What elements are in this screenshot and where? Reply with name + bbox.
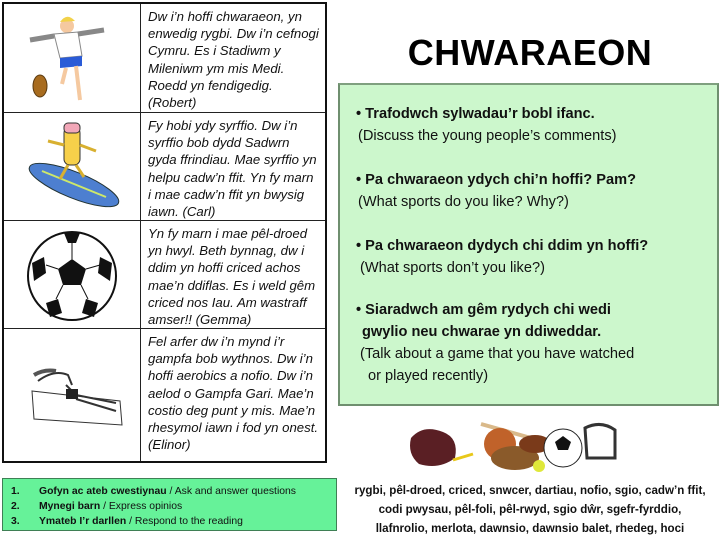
question-2 bbox=[356, 169, 636, 213]
question-3 bbox=[356, 235, 648, 279]
rugby-player-icon bbox=[4, 4, 141, 112]
question-welsh: gwylio neu chwarae yn ddiweddar. bbox=[362, 324, 602, 340]
football-icon bbox=[4, 221, 141, 328]
skill-item: 3. Ymateb I’r darllen / Respond to the reading bbox=[11, 516, 243, 527]
skill-item: 2. Mynegi barn / Express opinios bbox=[11, 501, 183, 512]
question-english: or played recently) bbox=[368, 368, 489, 384]
question-welsh: • Trafodwch sylwadau’r bobl ifanc. bbox=[356, 106, 595, 122]
surfing-pencil-icon bbox=[4, 113, 141, 220]
table-row bbox=[4, 113, 325, 221]
table-row bbox=[4, 221, 325, 329]
vocab-line: codi pwysau, pêl-foli, pêl-rwyd, sgio dŵr, sgefr-fyrddio, bbox=[378, 503, 682, 516]
question-welsh: • Pa chwaraeon ydych chi’n hoffi? Pam? bbox=[356, 172, 637, 188]
question-4 bbox=[356, 299, 634, 387]
question-welsh: • Siaradwch am gêm rydych chi wedi bbox=[356, 302, 611, 318]
question-english: (What sports do you like? Why?) bbox=[358, 194, 569, 210]
question-english: (Talk about a game that you have watched bbox=[360, 346, 635, 362]
table-row bbox=[4, 329, 325, 461]
testimonial-elinor: Fel arfer dw i’n mynd i’r gampfa bob wythnos. Dw i’n hoffi aerobics a nofio. Dw i’n aelod o Gampfa Gari. Mae’n costio deg punt y mis. Mae’n rhesymol iawn i fod yn onest. (Elinor) bbox=[148, 334, 319, 453]
question-welsh: • Pa chwaraeon dydych chi ddim yn hoffi? bbox=[356, 238, 649, 254]
question-english: (Discuss the young people’s comments) bbox=[358, 128, 617, 144]
vocab-line: llafnrolio, merlota, dawnsio, dawnsio balet, rhedeg, hoci bbox=[375, 522, 685, 535]
sports-vocabulary bbox=[340, 481, 720, 538]
vocab-line: rygbi, pêl-droed, criced, snwcer, dartiau, nofio, sgio, cadw’n ffit, bbox=[354, 484, 706, 497]
sports-equipment-image bbox=[403, 418, 618, 476]
skill-item: 1. Gofyn ac ateb cwestiynau / Ask and answer questions bbox=[11, 486, 297, 497]
question-1 bbox=[356, 103, 616, 147]
testimonial-robert: Dw i’n hoffi chwaraeon, yn enwedig rygbi. Dw i’n cefnogi Cymru. Es i Stadiwm y Mileniwm ym mis Medi. Roedd yn fendigedig. (Robert) bbox=[148, 9, 319, 111]
testimonial-carl: Fy hobi ydy syrffio. Dw i’n syrffio bob dydd Sadwrn gyda ffrindiau. Mae syrffio yn helpu cadw’n ffit. Yn fy marn i mae cadw’n ffit yn bwysig iawn. (Carl) bbox=[148, 118, 317, 220]
discussion-questions-box bbox=[338, 83, 719, 406]
skills-box bbox=[2, 478, 337, 531]
gym-exercise-icon bbox=[4, 329, 141, 461]
question-english: (What sports don’t you like?) bbox=[360, 260, 545, 276]
testimonial-gemma: Yn fy marn i mae pêl-droed yn hwyl. Beth bynnag, dw i ddim yn hoffi criced achos mae’n ddiflas. Es i weld gêm criced nos Iau. Am wastraff amser!! (Gemma) bbox=[148, 226, 316, 328]
testimonials-table bbox=[2, 2, 327, 463]
page-title: CHWARAEON bbox=[407, 32, 653, 73]
table-row bbox=[4, 4, 325, 113]
